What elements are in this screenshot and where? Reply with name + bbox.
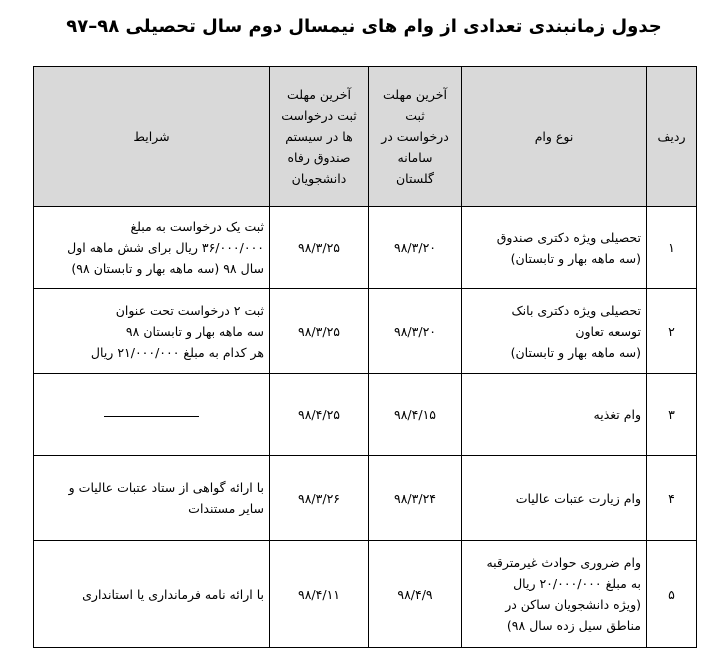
table-row <box>34 289 697 374</box>
header-line: ثبت درخواست <box>281 108 357 123</box>
conditions-cell <box>34 289 270 374</box>
conditions-line: هر کدام به مبلغ ۲۱/۰۰۰/۰۰۰ ریال <box>90 344 264 360</box>
conditions-line: با ارائه گواهی از ستاد عتبات عالیات و <box>68 480 264 495</box>
header-line: دانشجویان <box>291 171 347 186</box>
header-line: صندوق رفاه <box>287 150 351 165</box>
fund-deadline-cell: ۹۸/۳/۲۵ <box>270 207 369 289</box>
conditions-cell <box>34 541 270 648</box>
golestan-deadline-cell: ۹۸/۳/۲۰ <box>369 289 462 374</box>
header-line: ثبت <box>405 108 425 123</box>
header-loan-type: نوع وام <box>462 67 647 207</box>
header-line: درخواست در <box>381 129 449 144</box>
loan-type-line: (ویژه دانشجویان ساکن در <box>505 597 641 612</box>
row-number: ۴ <box>647 456 697 541</box>
conditions-line: با ارائه نامه فرمانداری یا استانداری <box>82 586 264 602</box>
loan-type-line: تحصیلی ویژه دکتری بانک <box>511 302 641 318</box>
conditions-cell-empty <box>34 374 270 456</box>
conditions-cell <box>34 207 270 289</box>
conditions-line: سایر مستندات <box>188 501 264 516</box>
loan-type-line: به مبلغ ۲۰/۰۰۰/۰۰۰ ریال <box>513 576 641 591</box>
conditions-line: ثبت یک درخواست به مبلغ <box>130 219 264 234</box>
row-number: ۱ <box>647 207 697 289</box>
fund-deadline-cell: ۹۸/۴/۱۱ <box>270 541 369 648</box>
golestan-deadline-cell: ۹۸/۳/۲۴ <box>369 456 462 541</box>
loan-type-line: (سه ماهه بهار و تابستان) <box>510 344 641 360</box>
table-header-row <box>34 67 697 207</box>
header-line: ها در سیستم <box>285 129 353 144</box>
loan-type-line: وام زیارت عتبات عالیات <box>515 490 641 506</box>
loan-type-cell <box>462 289 647 374</box>
table-row <box>34 207 697 289</box>
header-line: آخرین مهلت <box>287 87 351 102</box>
row-number: ۵ <box>647 541 697 648</box>
table-row <box>34 456 697 541</box>
loan-type-cell <box>462 456 647 541</box>
page-title: جدول زمانبندی تعدادی از وام های نیمسال دوم سال تحصیلی ۹۸–۹۷ <box>66 16 662 37</box>
loan-type-cell <box>462 374 647 456</box>
golestan-deadline-cell: ۹۸/۴/۹ <box>369 541 462 648</box>
loan-type-cell <box>462 541 647 648</box>
fund-deadline-cell: ۹۸/۴/۲۵ <box>270 374 369 456</box>
loan-type-line: توسعه تعاون <box>575 323 641 339</box>
golestan-deadline-cell: ۹۸/۴/۱۵ <box>369 374 462 456</box>
header-line: آخرین مهلت <box>383 87 447 102</box>
table-row <box>34 374 697 456</box>
header-fund-deadline <box>270 67 369 207</box>
conditions-line: ۳۶/۰۰۰/۰۰۰ ریال برای شش ماهه اول <box>67 240 264 255</box>
fund-deadline-cell: ۹۸/۳/۲۶ <box>270 456 369 541</box>
header-row-number: ردیف <box>647 67 697 207</box>
conditions-line: سه ماهه بهار و تابستان ۹۸ <box>125 323 264 339</box>
golestan-deadline-cell: ۹۸/۳/۲۰ <box>369 207 462 289</box>
loan-type-cell <box>462 207 647 289</box>
loan-type-line: وام ضروری حوادث غیرمترقبه <box>486 555 641 570</box>
conditions-line: سال ۹۸ (سه ماهه بهار و تابستان ۹۸) <box>71 261 264 276</box>
blank-line <box>104 415 199 417</box>
loan-type-line: وام تغذیه <box>593 407 641 422</box>
loan-type-line: تحصیلی ویژه دکتری صندوق <box>496 229 641 245</box>
header-line: گلستان <box>395 171 434 186</box>
loan-type-line: مناطق سیل زده سال ۹۸) <box>506 618 641 633</box>
fund-deadline-cell: ۹۸/۳/۲۵ <box>270 289 369 374</box>
conditions-line: ثبت ۲ درخواست تحت عنوان <box>115 302 264 318</box>
row-number: ۲ <box>647 289 697 374</box>
loan-schedule-table <box>33 66 697 648</box>
table-row <box>34 541 697 648</box>
header-line: سامانه <box>397 150 433 165</box>
row-number: ۳ <box>647 374 697 456</box>
header-golestan-deadline <box>369 67 462 207</box>
loan-type-line: (سه ماهه بهار و تابستان) <box>510 250 641 266</box>
conditions-cell <box>34 456 270 541</box>
header-conditions: شرایط <box>34 67 270 207</box>
